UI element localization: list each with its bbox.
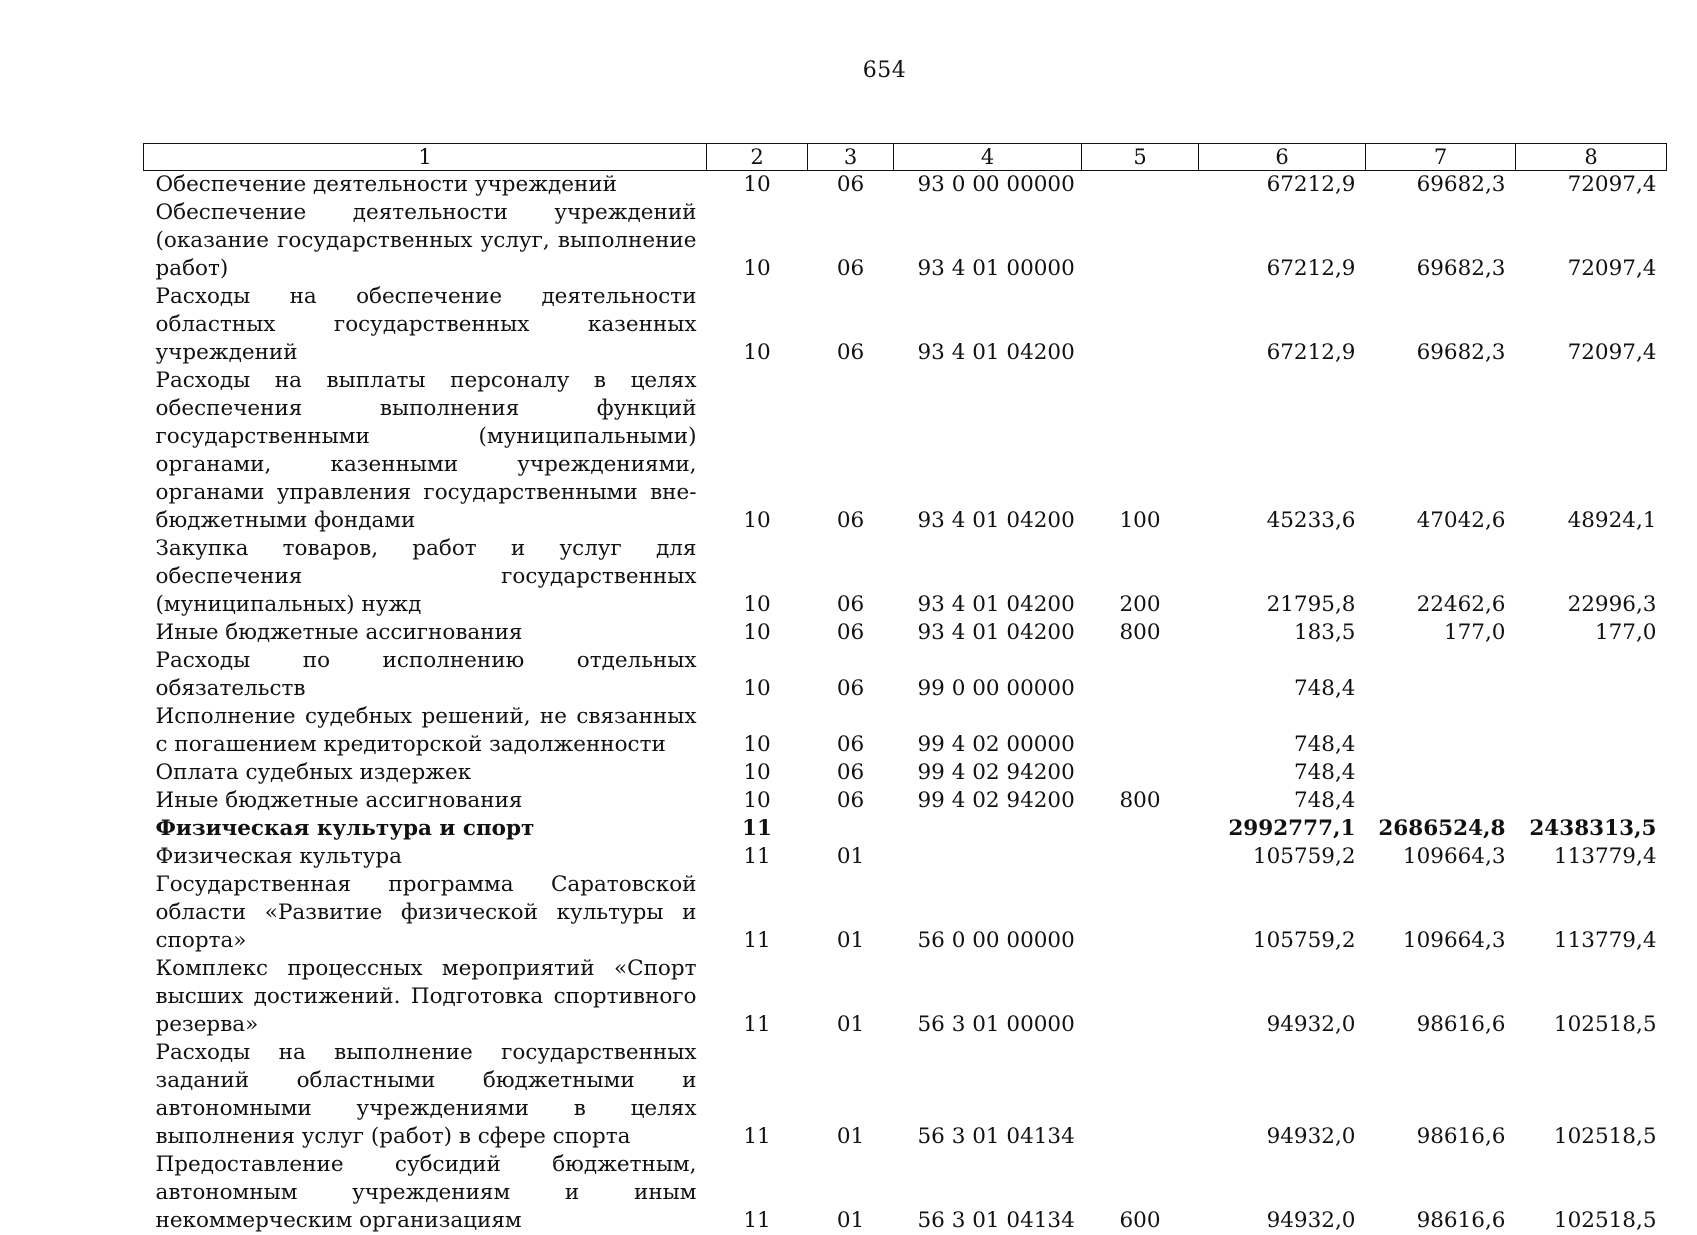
page-number: 654 (0, 58, 1697, 83)
row-amount-col8: 48924,1 (1516, 367, 1667, 535)
row-amount-col6: 105759,2 (1199, 871, 1366, 955)
row-section: 11 (707, 955, 808, 1039)
row-target-code: 93 0 00 00000 (894, 171, 1082, 200)
row-amount-col6: 67212,9 (1199, 283, 1366, 367)
row-subsection: 06 (808, 171, 894, 200)
row-name: Иные бюджетные ассигнования (144, 787, 707, 815)
row-amount-col7 (1366, 703, 1516, 759)
row-amount-col8: 72097,4 (1516, 171, 1667, 200)
row-amount-col8 (1516, 759, 1667, 787)
row-expense-type (1082, 759, 1199, 787)
row-amount-col6: 2992777,1 (1199, 815, 1366, 843)
row-amount-col7: 98616,6 (1366, 1151, 1516, 1235)
row-expense-type (1082, 703, 1199, 759)
row-amount-col7: 98616,6 (1366, 1039, 1516, 1151)
row-amount-col7: 69682,3 (1366, 283, 1516, 367)
row-subsection: 06 (808, 647, 894, 703)
row-subsection: 06 (808, 199, 894, 283)
row-expense-type: 800 (1082, 787, 1199, 815)
row-subsection: 01 (808, 843, 894, 871)
table-row (144, 647, 1667, 703)
row-section: 11 (707, 1151, 808, 1235)
row-subsection: 01 (808, 955, 894, 1039)
table-row (144, 703, 1667, 759)
row-section: 10 (707, 367, 808, 535)
row-amount-col6: 21795,8 (1199, 535, 1366, 619)
row-amount-col6: 748,4 (1199, 647, 1366, 703)
table-row (144, 871, 1667, 955)
row-name: Оплата судебных издержек (144, 759, 707, 787)
row-amount-col7: 69682,3 (1366, 171, 1516, 200)
row-target-code: 93 4 01 04200 (894, 619, 1082, 647)
row-name: Физическая культура и спорт (144, 815, 707, 843)
header-col-1: 1 (144, 144, 707, 171)
row-amount-col6: 94932,0 (1199, 955, 1366, 1039)
table-row (144, 283, 1667, 367)
row-target-code: 93 4 01 04200 (894, 283, 1082, 367)
row-target-code: 99 4 02 94200 (894, 759, 1082, 787)
row-expense-type: 200 (1082, 535, 1199, 619)
table-row (144, 1039, 1667, 1151)
row-amount-col7 (1366, 647, 1516, 703)
row-section: 10 (707, 759, 808, 787)
row-name: Расходы на обеспечение деятельности областных государственных казенных учреждений (144, 283, 707, 367)
row-amount-col6: 94932,0 (1199, 1151, 1366, 1235)
row-expense-type (1082, 171, 1199, 200)
row-subsection: 06 (808, 535, 894, 619)
row-amount-col8: 102518,5 (1516, 1039, 1667, 1151)
row-name: Государственная программа Саратовской области «Развитие физической культуры и спорта» (144, 871, 707, 955)
row-name: Расходы по исполнению отдельных обязательств (144, 647, 707, 703)
header-row (144, 144, 1667, 171)
row-amount-col7 (1366, 787, 1516, 815)
row-target-code: 99 4 02 00000 (894, 703, 1082, 759)
row-section: 11 (707, 1039, 808, 1151)
row-name: Исполнение судебных решений, не связанных с погашением кредиторской задолженности (144, 703, 707, 759)
row-name: Обеспечение деятельности учреждений (144, 171, 707, 200)
row-target-code: 99 0 00 00000 (894, 647, 1082, 703)
row-expense-type: 600 (1082, 1151, 1199, 1235)
row-amount-col7: 109664,3 (1366, 843, 1516, 871)
row-target-code: 93 4 01 00000 (894, 199, 1082, 283)
row-amount-col8: 2438313,5 (1516, 815, 1667, 843)
row-section: 10 (707, 703, 808, 759)
table-row (144, 1151, 1667, 1235)
row-name: Предоставление субсидий бюджетным, автономным учреждениям и иным некоммерческим организациям (144, 1151, 707, 1235)
row-amount-col6: 748,4 (1199, 787, 1366, 815)
row-section: 11 (707, 815, 808, 843)
row-expense-type (1082, 1039, 1199, 1151)
row-subsection: 06 (808, 759, 894, 787)
header-col-8: 8 (1516, 144, 1667, 171)
row-subsection: 06 (808, 619, 894, 647)
row-name: Закупка товаров, работ и услуг для обеспечения государственных (муниципальных) нужд (144, 535, 707, 619)
row-amount-col7: 22462,6 (1366, 535, 1516, 619)
row-expense-type (1082, 815, 1199, 843)
row-amount-col6: 67212,9 (1199, 199, 1366, 283)
row-subsection: 01 (808, 1151, 894, 1235)
row-subsection: 06 (808, 787, 894, 815)
row-target-code: 99 4 02 94200 (894, 787, 1082, 815)
row-section: 10 (707, 199, 808, 283)
row-expense-type: 100 (1082, 367, 1199, 535)
row-section: 10 (707, 535, 808, 619)
row-amount-col8: 113779,4 (1516, 871, 1667, 955)
row-target-code: 93 4 01 04200 (894, 535, 1082, 619)
row-amount-col7: 2686524,8 (1366, 815, 1516, 843)
row-expense-type (1082, 647, 1199, 703)
row-expense-type (1082, 871, 1199, 955)
row-section: 10 (707, 171, 808, 200)
row-section: 10 (707, 283, 808, 367)
table-header (144, 144, 1667, 171)
row-amount-col8: 177,0 (1516, 619, 1667, 647)
header-col-4: 4 (894, 144, 1082, 171)
row-amount-col7: 47042,6 (1366, 367, 1516, 535)
row-amount-col7: 177,0 (1366, 619, 1516, 647)
budget-table-container (143, 143, 1666, 1235)
row-expense-type (1082, 283, 1199, 367)
row-amount-col8: 22996,3 (1516, 535, 1667, 619)
table-row (144, 619, 1667, 647)
row-amount-col7: 69682,3 (1366, 199, 1516, 283)
row-amount-col8: 102518,5 (1516, 1151, 1667, 1235)
table-row (144, 815, 1667, 843)
row-name: Расходы на выполнение государственных заданий областными бюджетными и автономными учреждениями в целях выполнения услуг (работ) в сфере спорта (144, 1039, 707, 1151)
table-row (144, 955, 1667, 1039)
row-section: 10 (707, 787, 808, 815)
row-expense-type (1082, 955, 1199, 1039)
row-target-code (894, 815, 1082, 843)
row-target-code: 56 0 00 00000 (894, 871, 1082, 955)
row-amount-col7: 98616,6 (1366, 955, 1516, 1039)
table-row (144, 843, 1667, 871)
row-target-code: 56 3 01 00000 (894, 955, 1082, 1039)
row-name: Физическая культура (144, 843, 707, 871)
row-target-code: 93 4 01 04200 (894, 367, 1082, 535)
table-row (144, 199, 1667, 283)
row-subsection: 01 (808, 871, 894, 955)
row-amount-col7: 109664,3 (1366, 871, 1516, 955)
table-row (144, 171, 1667, 200)
row-amount-col7 (1366, 759, 1516, 787)
row-amount-col8 (1516, 647, 1667, 703)
row-amount-col8: 72097,4 (1516, 283, 1667, 367)
row-expense-type: 800 (1082, 619, 1199, 647)
row-amount-col6: 748,4 (1199, 703, 1366, 759)
header-col-6: 6 (1199, 144, 1366, 171)
row-amount-col6: 105759,2 (1199, 843, 1366, 871)
row-amount-col6: 748,4 (1199, 759, 1366, 787)
row-section: 10 (707, 619, 808, 647)
header-col-7: 7 (1366, 144, 1516, 171)
table-row (144, 787, 1667, 815)
row-amount-col8 (1516, 787, 1667, 815)
row-expense-type (1082, 843, 1199, 871)
row-name: Комплекс процессных мероприятий «Спорт высших достижений. Подготовка спортивного резерва» (144, 955, 707, 1039)
row-section: 11 (707, 871, 808, 955)
row-name: Расходы на выплаты персоналу в целях обеспечения выполнения функций государственными (муниципальными) органами, казенными учреждениями, органами управления государственными внебюджетными фондами (144, 367, 707, 535)
table-row (144, 759, 1667, 787)
row-section: 11 (707, 843, 808, 871)
row-subsection: 06 (808, 703, 894, 759)
row-amount-col6: 67212,9 (1199, 171, 1366, 200)
row-subsection: 06 (808, 367, 894, 535)
row-expense-type (1082, 199, 1199, 283)
header-col-2: 2 (707, 144, 808, 171)
table-row (144, 535, 1667, 619)
row-target-code: 56 3 01 04134 (894, 1039, 1082, 1151)
row-amount-col6: 45233,6 (1199, 367, 1366, 535)
table-body (144, 171, 1667, 1235)
row-amount-col8: 113779,4 (1516, 843, 1667, 871)
row-name: Обеспечение деятельности учреждений (оказание государственных услуг, выполнение работ) (144, 199, 707, 283)
row-amount-col6: 94932,0 (1199, 1039, 1366, 1151)
row-target-code (894, 843, 1082, 871)
header-col-3: 3 (808, 144, 894, 171)
table-row (144, 367, 1667, 535)
row-subsection: 01 (808, 1039, 894, 1151)
row-amount-col6: 183,5 (1199, 619, 1366, 647)
row-name: Иные бюджетные ассигнования (144, 619, 707, 647)
row-amount-col8: 72097,4 (1516, 199, 1667, 283)
row-target-code: 56 3 01 04134 (894, 1151, 1082, 1235)
row-amount-col8 (1516, 703, 1667, 759)
row-amount-col8: 102518,5 (1516, 955, 1667, 1039)
budget-table (143, 143, 1667, 1235)
row-subsection: 06 (808, 283, 894, 367)
row-section: 10 (707, 647, 808, 703)
row-subsection (808, 815, 894, 843)
header-col-5: 5 (1082, 144, 1199, 171)
